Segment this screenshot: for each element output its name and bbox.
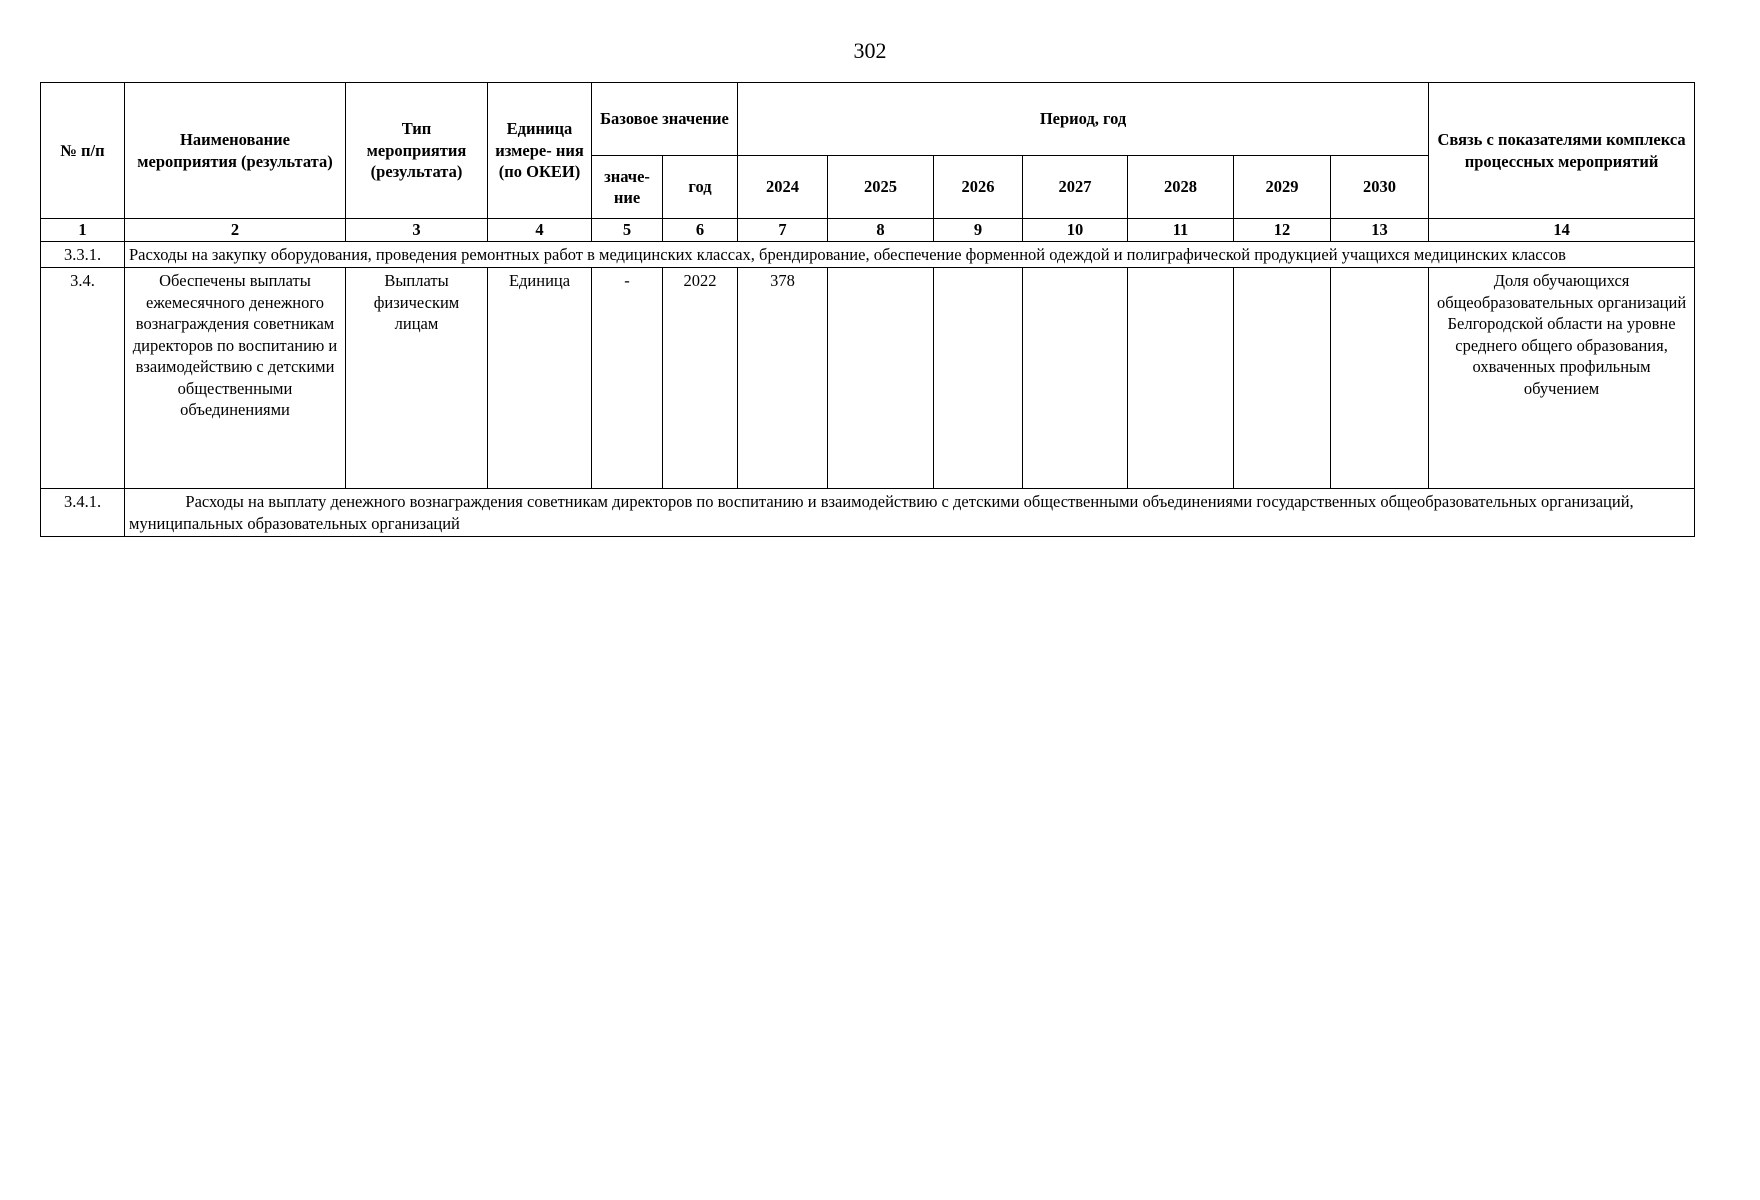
column-number: 1: [41, 219, 125, 242]
measure-name: Обеспечены выплаты ежемесячного денежного вознаграждения советникам директоров по воспитанию и взаимодействию с детскими общественными объединениями: [125, 268, 346, 489]
page-number: 302: [853, 38, 887, 63]
column-number: 4: [488, 219, 592, 242]
column-number: 5: [592, 219, 663, 242]
year-value: [1234, 268, 1331, 489]
header-year: 2024: [738, 156, 828, 219]
row-number: 3.4.1.: [41, 489, 125, 537]
column-number: 3: [346, 219, 488, 242]
base-value: -: [592, 268, 663, 489]
column-number: 6: [663, 219, 738, 242]
header-type: Тип мероприятия (результата): [346, 83, 488, 219]
column-number: 9: [934, 219, 1023, 242]
column-number: 7: [738, 219, 828, 242]
indicator-link: Доля обучающихся общеобразовательных организаций Белгородской области на уровне среднего общего образования, охваченных профильным обучением: [1429, 268, 1695, 489]
header-period: Период, год: [738, 83, 1429, 156]
header-year: 2027: [1023, 156, 1128, 219]
header-base: Базовое значение: [592, 83, 738, 156]
column-number: 13: [1331, 219, 1429, 242]
year-value: 378: [738, 268, 828, 489]
table-row: [41, 268, 1695, 489]
header-year: 2026: [934, 156, 1023, 219]
row-number: 3.3.1.: [41, 242, 125, 268]
header-year: 2030: [1331, 156, 1429, 219]
column-number: 8: [828, 219, 934, 242]
year-value: [1023, 268, 1128, 489]
header-name: Наименование мероприятия (результата): [125, 83, 346, 219]
header-unit: Единица измере- ния (по ОКЕИ): [488, 83, 592, 219]
header-year: 2029: [1234, 156, 1331, 219]
table-body: [41, 219, 1695, 537]
base-year: 2022: [663, 268, 738, 489]
column-number: 12: [1234, 219, 1331, 242]
header-year: 2028: [1128, 156, 1234, 219]
measure-type: Выплаты физическим лицам: [346, 268, 488, 489]
year-value: [1128, 268, 1234, 489]
year-value: [934, 268, 1023, 489]
header-year: 2025: [828, 156, 934, 219]
column-number: 11: [1128, 219, 1234, 242]
header-base-value: значе- ние: [592, 156, 663, 219]
header-base-year: год: [663, 156, 738, 219]
column-number-row: [41, 219, 1695, 242]
column-number: 10: [1023, 219, 1128, 242]
row-description: Расходы на закупку оборудования, проведения ремонтных работ в медицинских классах, брендирование, обеспечение форменной одеждой и полиграфической продукцией учащихся медицинских классов: [125, 242, 1695, 268]
table-row: [41, 242, 1695, 268]
header-num: № п/п: [41, 83, 125, 219]
measures-table: [40, 82, 1695, 537]
column-number: 14: [1429, 219, 1695, 242]
measure-unit: Единица: [488, 268, 592, 489]
row-number: 3.4.: [41, 268, 125, 489]
header-link: Связь с показателями комплекса процессных мероприятий: [1429, 83, 1695, 219]
column-number: 2: [125, 219, 346, 242]
table-header: [41, 83, 1695, 219]
year-value: [1331, 268, 1429, 489]
year-value: [828, 268, 934, 489]
table-row: [41, 489, 1695, 537]
row-description: Расходы на выплату денежного вознаграждения советникам директоров по воспитанию и взаимодействию с детскими общественными объединениями государственных общеобразовательных организаций, муниципальных образовательных организаций: [125, 489, 1695, 537]
